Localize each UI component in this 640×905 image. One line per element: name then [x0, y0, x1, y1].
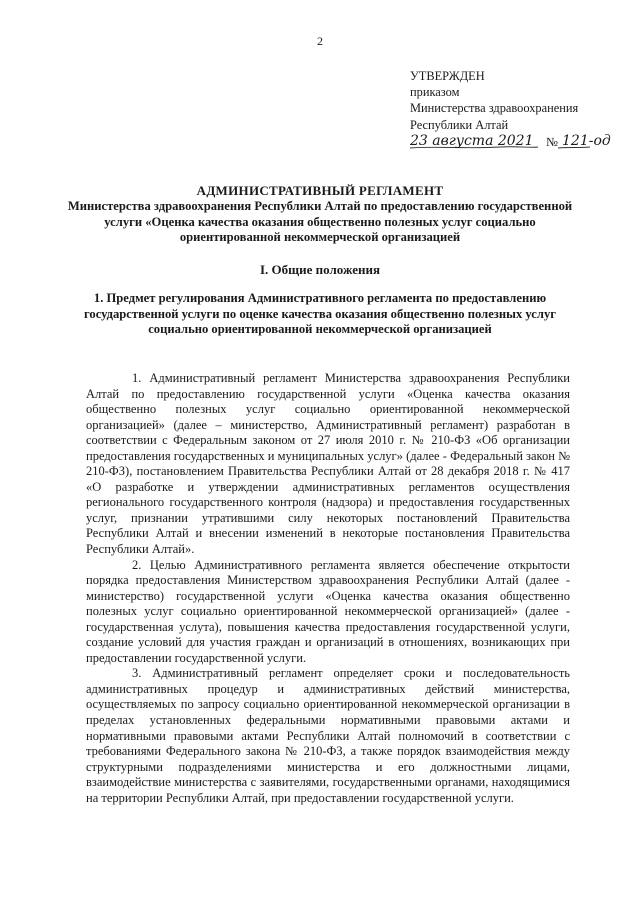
approval-date: 23 августа 2021: [410, 132, 534, 149]
document-body: [86, 371, 570, 806]
section-title: I. Общие положения: [260, 262, 380, 277]
paragraph-3: 3. Административный регламент определяет сроки и последовательность административных процедур и административных действий министерства, осуществляемых по запросу социально ориентированной некоммерческой организации в пределах установленных федеральными нормативными правовыми актами и нормативными правовыми актами Республики Алтай полномочий в соответствии с требованиями Федерального закона № 210-ФЗ, а также порядок взаимодействия между структурными подразделениями министерства и его должностными лицами, взаимодействие министерства с заявителями, государственными органами, находящимися на территории Республики Алтай, при предоставлении государственной услуги.: [86, 666, 570, 805]
document-subtitle: Министерства здравоохранения Республики Алтай по предоставлению государственной услуги «Оценка качества оказания общественно полезных услуг социально ориентированной некоммерческой организацией: [67, 199, 573, 245]
approval-date-number: [410, 132, 611, 153]
document-title: АДМИНИСТРАТИВНЫЙ РЕГЛАМЕНТ: [196, 183, 444, 198]
subsection-title: 1. Предмет регулирования Административного регламента по предоставлению государственной услуги по оценке качества оказания общественно полезных услуг социально ориентированной некоммерческой организацией: [84, 291, 556, 337]
approval-number-label: №: [546, 134, 558, 149]
approval-ministry: Министерства здравоохранения: [410, 101, 579, 116]
page-number: 2: [317, 34, 323, 48]
approval-stamp: [410, 68, 611, 153]
approval-region: Республики Алтай: [410, 117, 509, 132]
approval-number: 121-од: [562, 132, 611, 149]
approval-title: УТВЕРЖДЕН: [410, 69, 485, 83]
paragraph-2: 2. Целью Административного регламента является обеспечение открытости порядка предоставления Министерством здравоохранения Республики Алтай (далее - министерство) государственной услуги «Оценка качества оказания общественно полезных услуг социально ориентированной некоммерческой организацией» (далее - государственная услута), повышения качества предоставления государственной услуги, создание условий для участия граждан и организаций в отношениях, возникающих при предоставлении государственной услуги.: [86, 557, 570, 665]
paragraph-1: 1. Административный регламент Министерства здравоохранения Республики Алтай по предоставлению государственной услуги «Оценка качества оказания общественно полезных услуг социально ориентированной некоммерческой организацией» (далее – министерство, Административный регламент) разработан в соответствии с Федеральным законом от 27 июля 2010 г. № 210-ФЗ «Об организации предоставления государственных и муниципальных услуг» (далее - Федеральный закон № 210-ФЗ), постановлением Правительства Республики Алтай от 28 декабря 2018 г. № 417 «О разработке и утверждении административных регламентов осуществления регионального государственного контроля (надзора) и предоставления государственных услуг, признании утратившими силу некоторых постановлений Правительства Республики Алтай и внесении изменений в некоторые постановления Правительства Республики Алтай».: [86, 371, 570, 557]
approval-by-order: приказом: [410, 85, 460, 100]
